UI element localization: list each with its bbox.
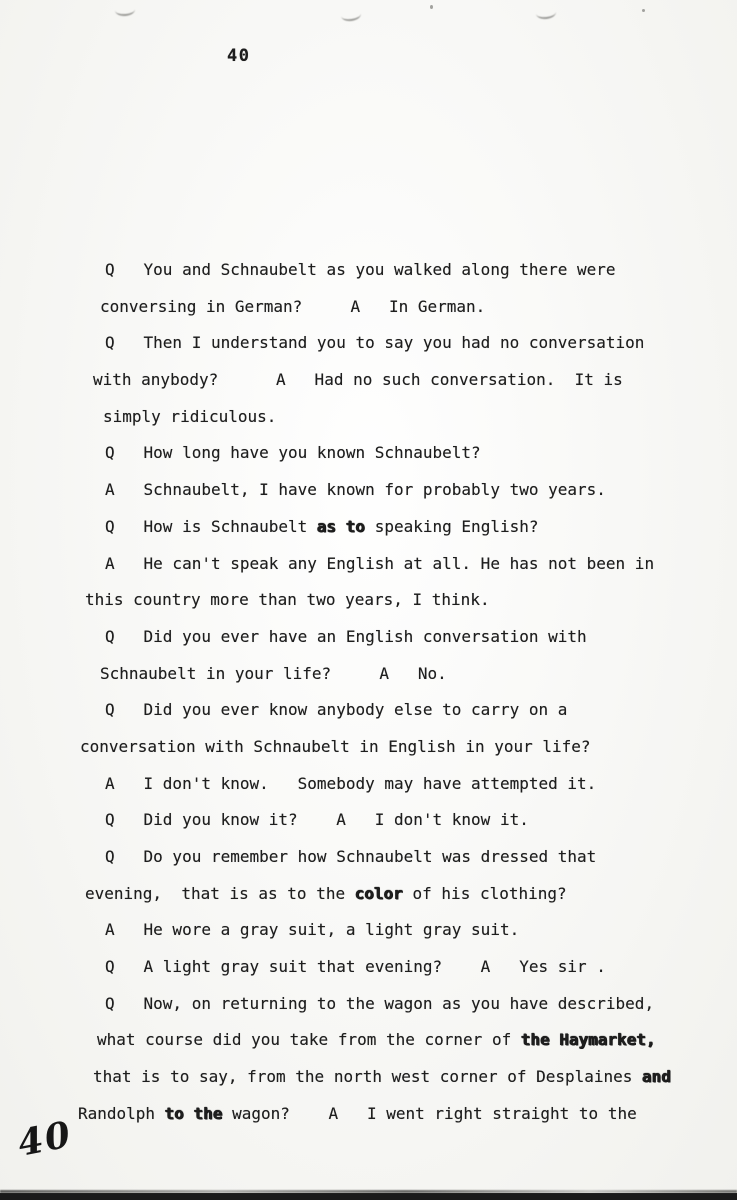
- transcript-text: Q Now, on returning to the wagon as you have described,: [105, 993, 655, 1013]
- scan-speck: [642, 9, 645, 12]
- transcript-text: Schnaubelt in your life? A No.: [100, 663, 447, 683]
- transcript-line: [75, 289, 707, 326]
- scan-edge-bottom: [0, 1193, 737, 1200]
- transcript-text: A Schnaubelt, I have known for probably two years.: [105, 480, 606, 500]
- transcript-text: that is to say, from the north west corner of Desplaines: [93, 1067, 643, 1087]
- transcript-line: [75, 766, 707, 803]
- overstruck-text: and: [642, 1067, 671, 1087]
- overstruck-text: color: [354, 883, 403, 903]
- transcript-text: A I don't know. Somebody may have attempted it.: [105, 773, 597, 793]
- transcript-line: [75, 435, 707, 472]
- scan-speck: [430, 5, 433, 9]
- transcript-line: [75, 802, 707, 839]
- transcript-text: Q A light gray suit that evening? A Yes sir .: [105, 957, 606, 977]
- transcript-line: [75, 912, 707, 949]
- transcript-line: [75, 546, 707, 583]
- transcript-line: [75, 325, 707, 362]
- transcript-text: what course did you take from the corner of: [97, 1030, 521, 1050]
- transcript-text: Q How is Schnaubelt: [105, 516, 317, 536]
- transcript-line: [75, 362, 707, 399]
- transcript-text: Q Do you remember how Schnaubelt was dressed that: [105, 847, 597, 866]
- transcript-text: with anybody? A Had no such conversation. It is: [93, 370, 623, 390]
- transcript-line: [75, 509, 707, 546]
- transcript-text: Randolph: [78, 1103, 165, 1123]
- scan-smudge-mark: [115, 3, 136, 16]
- transcript-lines: [75, 252, 707, 1133]
- scan-smudge-mark: [340, 8, 361, 23]
- transcript-line: [75, 876, 707, 913]
- transcript-line: [75, 1022, 707, 1059]
- transcript-text: Q How long have you known Schnaubelt?: [105, 443, 481, 463]
- transcript-text: this country more than two years, I think.: [85, 590, 490, 610]
- transcript-line: [75, 729, 707, 766]
- transcript-text: wagon? A I went right straight to the: [222, 1103, 637, 1123]
- transcript-text: conversing in German? A In German.: [100, 296, 486, 316]
- transcript-text: Q Did you know it? A I don't know it.: [105, 810, 529, 830]
- scan-smudge-mark: [535, 6, 556, 20]
- transcript-line: [75, 949, 707, 986]
- transcript-line: [75, 619, 707, 656]
- transcript-line: [75, 839, 707, 876]
- transcript-text: Q Did you ever have an English conversation with: [105, 626, 587, 646]
- transcript-line: [75, 1059, 707, 1096]
- transcript-text: simply ridiculous.: [103, 406, 277, 426]
- transcript-line: [75, 399, 707, 436]
- transcript-text: speaking English?: [365, 516, 539, 536]
- transcript-line: [75, 472, 707, 509]
- overstruck-text: the Haymarket,: [520, 1030, 656, 1050]
- transcript-line: [75, 252, 707, 289]
- transcript-line: [75, 1096, 707, 1133]
- transcript-text: A He can't speak any English at all. He has not been in: [105, 553, 655, 573]
- transcript-text: evening, that is as to the: [85, 883, 355, 903]
- transcript-line: [75, 582, 707, 619]
- transcript-text: conversation with Schnaubelt in English in your life?: [80, 736, 591, 756]
- transcript-text: A He wore a gray suit, a light gray suit.: [105, 920, 520, 940]
- transcript-line: [75, 986, 707, 1023]
- overstruck-text: as to: [316, 516, 366, 536]
- transcript-text: Q Then I understand you to say you had no conversation: [105, 333, 645, 353]
- transcript-text: Q You and Schnaubelt as you walked along there were: [105, 260, 616, 279]
- page-number-top: 40: [227, 46, 251, 66]
- transcript-text: Q Did you ever know anybody else to carry on a: [105, 700, 568, 720]
- overstruck-text: to the: [164, 1103, 223, 1123]
- transcript-line: [75, 656, 707, 693]
- transcript-text: of his clothing?: [402, 883, 567, 903]
- transcript-line: [75, 692, 707, 729]
- handwritten-page-number: 40: [14, 1113, 76, 1165]
